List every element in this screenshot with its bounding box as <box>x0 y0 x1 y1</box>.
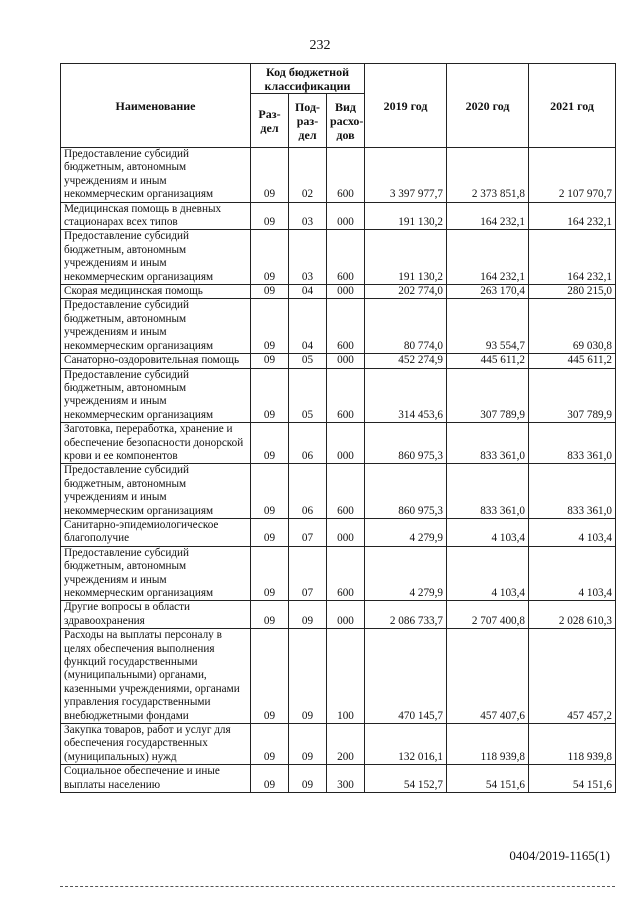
row-2021: 280 215,0 <box>529 285 616 299</box>
row-vid: 000 <box>327 354 365 368</box>
row-2019: 2 086 733,7 <box>365 601 447 629</box>
row-podrazdel: 05 <box>289 368 327 423</box>
row-vid: 000 <box>327 202 365 230</box>
row-2020: 164 232,1 <box>447 230 529 285</box>
table-row <box>61 601 616 629</box>
row-vid: 600 <box>327 464 365 519</box>
row-2019: 314 453,6 <box>365 368 447 423</box>
row-2021: 833 361,0 <box>529 464 616 519</box>
row-razdel: 09 <box>251 285 289 299</box>
row-name: Предоставление субсидий бюджетным, автономным учреждениям и иным некоммерческим организациям <box>61 299 251 354</box>
header-name: Наименование <box>61 64 251 148</box>
row-2020: 4 103,4 <box>447 546 529 601</box>
row-razdel: 09 <box>251 354 289 368</box>
row-2019: 4 279,9 <box>365 518 447 546</box>
row-2019: 202 774,0 <box>365 285 447 299</box>
row-vid: 100 <box>327 629 365 724</box>
row-2020: 93 554,7 <box>447 299 529 354</box>
row-2020: 263 170,4 <box>447 285 529 299</box>
row-2019: 470 145,7 <box>365 629 447 724</box>
row-podrazdel: 09 <box>289 601 327 629</box>
row-vid: 600 <box>327 368 365 423</box>
row-2021: 54 151,6 <box>529 765 616 793</box>
row-2021: 457 457,2 <box>529 629 616 724</box>
row-razdel: 09 <box>251 601 289 629</box>
row-2021: 4 103,4 <box>529 546 616 601</box>
footer-divider <box>60 886 615 887</box>
table-row <box>61 230 616 285</box>
row-razdel: 09 <box>251 230 289 285</box>
table-row <box>61 518 616 546</box>
row-razdel: 09 <box>251 546 289 601</box>
row-podrazdel: 07 <box>289 518 327 546</box>
row-name: Медицинская помощь в дневных стационарах всех типов <box>61 202 251 230</box>
row-2019: 4 279,9 <box>365 546 447 601</box>
row-name: Санитарно-эпидемиологическое благополучие <box>61 518 251 546</box>
row-2019: 452 274,9 <box>365 354 447 368</box>
table-row <box>61 724 616 765</box>
row-2019: 132 016,1 <box>365 724 447 765</box>
row-2020: 833 361,0 <box>447 464 529 519</box>
row-name: Другие вопросы в области здравоохранения <box>61 601 251 629</box>
row-vid: 600 <box>327 299 365 354</box>
row-2021: 4 103,4 <box>529 518 616 546</box>
header-razdel: Раз- дел <box>251 94 289 148</box>
row-podrazdel: 09 <box>289 765 327 793</box>
row-2020: 4 103,4 <box>447 518 529 546</box>
budget-table <box>60 63 616 793</box>
row-razdel: 09 <box>251 299 289 354</box>
row-podrazdel: 04 <box>289 285 327 299</box>
row-podrazdel: 03 <box>289 202 327 230</box>
table-row <box>61 299 616 354</box>
header-code-group: Код бюджетной классификации <box>251 64 365 94</box>
row-2021: 69 030,8 <box>529 299 616 354</box>
row-razdel: 09 <box>251 724 289 765</box>
table-row <box>61 202 616 230</box>
row-podrazdel: 03 <box>289 230 327 285</box>
row-2021: 307 789,9 <box>529 368 616 423</box>
row-2021: 164 232,1 <box>529 230 616 285</box>
row-razdel: 09 <box>251 765 289 793</box>
row-2020: 307 789,9 <box>447 368 529 423</box>
row-name: Санаторно-оздоровительная помощь <box>61 354 251 368</box>
header-2019: 2019 год <box>365 64 447 148</box>
table-row <box>61 368 616 423</box>
row-name: Заготовка, переработка, хранение и обеспечение безопасности донорской крови и ее компонентов <box>61 423 251 464</box>
row-razdel: 09 <box>251 368 289 423</box>
row-name: Закупка товаров, работ и услуг для обеспечения государственных (муниципальных) нужд <box>61 724 251 765</box>
page-number: 232 <box>309 38 331 53</box>
row-podrazdel: 04 <box>289 299 327 354</box>
row-2021: 118 939,8 <box>529 724 616 765</box>
header-vid: Вид расхо- дов <box>327 94 365 148</box>
row-vid: 200 <box>327 724 365 765</box>
row-name: Социальное обеспечение и иные выплаты населению <box>61 765 251 793</box>
row-vid: 000 <box>327 518 365 546</box>
row-podrazdel: 09 <box>289 629 327 724</box>
row-2020: 2 707 400,8 <box>447 601 529 629</box>
row-razdel: 09 <box>251 629 289 724</box>
row-vid: 000 <box>327 285 365 299</box>
row-name: Предоставление субсидий бюджетным, автономным учреждениям и иным некоммерческим организациям <box>61 148 251 203</box>
row-2021: 2 107 970,7 <box>529 148 616 203</box>
row-vid: 300 <box>327 765 365 793</box>
row-name: Предоставление субсидий бюджетным, автономным учреждениям и иным некоммерческим организациям <box>61 368 251 423</box>
table-row <box>61 285 616 299</box>
row-2019: 3 397 977,7 <box>365 148 447 203</box>
row-name: Расходы на выплаты персоналу в целях обеспечения выполнения функций государственными (муниципальными) органами, казенными учреждениями, органами управления государственными внебюджетными фондами <box>61 629 251 724</box>
header-2020: 2020 год <box>447 64 529 148</box>
row-vid: 600 <box>327 546 365 601</box>
row-2020: 2 373 851,8 <box>447 148 529 203</box>
table-row <box>61 464 616 519</box>
row-2020: 118 939,8 <box>447 724 529 765</box>
row-2020: 833 361,0 <box>447 423 529 464</box>
row-2019: 80 774,0 <box>365 299 447 354</box>
row-vid: 000 <box>327 423 365 464</box>
document-id: 0404/2019-1165(1) <box>509 848 610 863</box>
table-row <box>61 423 616 464</box>
row-podrazdel: 07 <box>289 546 327 601</box>
row-2019: 860 975,3 <box>365 423 447 464</box>
row-vid: 000 <box>327 601 365 629</box>
table-row <box>61 148 616 203</box>
row-podrazdel: 06 <box>289 423 327 464</box>
row-2021: 164 232,1 <box>529 202 616 230</box>
table-row <box>61 765 616 793</box>
header-2021: 2021 год <box>529 64 616 148</box>
row-podrazdel: 02 <box>289 148 327 203</box>
row-2021: 833 361,0 <box>529 423 616 464</box>
row-vid: 600 <box>327 148 365 203</box>
row-razdel: 09 <box>251 518 289 546</box>
row-2019: 54 152,7 <box>365 765 447 793</box>
row-2021: 2 028 610,3 <box>529 601 616 629</box>
row-vid: 600 <box>327 230 365 285</box>
row-name: Предоставление субсидий бюджетным, автономным учреждениям и иным некоммерческим организациям <box>61 230 251 285</box>
row-2020: 54 151,6 <box>447 765 529 793</box>
table-row <box>61 629 616 724</box>
table-row <box>61 354 616 368</box>
row-2021: 445 611,2 <box>529 354 616 368</box>
row-2019: 191 130,2 <box>365 230 447 285</box>
row-2020: 445 611,2 <box>447 354 529 368</box>
row-name: Предоставление субсидий бюджетным, автономным учреждениям и иным некоммерческим организациям <box>61 464 251 519</box>
row-podrazdel: 05 <box>289 354 327 368</box>
row-name: Скорая медицинская помощь <box>61 285 251 299</box>
row-2020: 457 407,6 <box>447 629 529 724</box>
row-razdel: 09 <box>251 148 289 203</box>
row-podrazdel: 09 <box>289 724 327 765</box>
table-row <box>61 546 616 601</box>
row-2019: 860 975,3 <box>365 464 447 519</box>
header-podrazdel: Под- раз- дел <box>289 94 327 148</box>
row-podrazdel: 06 <box>289 464 327 519</box>
row-razdel: 09 <box>251 464 289 519</box>
row-2020: 164 232,1 <box>447 202 529 230</box>
row-2019: 191 130,2 <box>365 202 447 230</box>
row-razdel: 09 <box>251 202 289 230</box>
row-razdel: 09 <box>251 423 289 464</box>
row-name: Предоставление субсидий бюджетным, автономным учреждениям и иным некоммерческим организациям <box>61 546 251 601</box>
